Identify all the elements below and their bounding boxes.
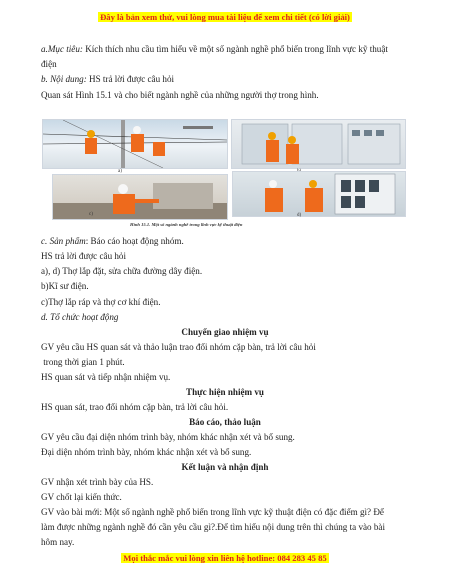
muc-tieu-label: a.Mục tiêu: [41,44,83,54]
body-line: HS quan sát, trao đổi nhóm cặp bàn, trả lời câu hỏi. [41,402,229,412]
hotline-banner-text: Mọi thắc mắc vui lòng xin liên hệ hotline: 084 283 45 85 [123,553,327,563]
body-line: Đại diện nhóm trình bày, nhóm khác nhận xét và bổ sung. [41,447,252,457]
body-line: làm được những ngành nghề đó cần yêu cầu gì?.Để tìm hiểu nội dung trên thì chúng ta vào bài [41,522,385,532]
san-pham-text: : Báo cáo hoạt động nhóm. [85,236,184,246]
preview-banner-text: Đây là bản xem thử, vui lòng mua tài liệu để xem chi tiết (có lời giải) [100,12,350,22]
heading-thuc-hien: Thực hiện nhiệm vụ [186,387,264,397]
body-line: GV vào bài mới: Một số ngành nghề phổ biến trong lĩnh vực kỹ thuật điện có đặc điểm gì? Để [41,507,384,517]
figure-caption: Hình 15.1. Một số ngành nghề trong lĩnh vực kỹ thuật điện [130,222,243,227]
san-pham-line [41,235,184,247]
to-chuc-heading: d. Tổ chức hoạt động [41,312,119,322]
answer-line: HS trả lời được câu hỏi [41,251,127,261]
preview-banner [0,12,450,22]
photo-c-assembler [52,174,228,220]
san-pham-label: c. Sản phẩm [41,236,86,246]
answer-line: c)Thợ lắp ráp và thợ cơ khí điện. [41,297,161,307]
label-d: d) [297,213,302,218]
body-line: GV nhận xét trình bày của HS. [41,477,154,487]
body-line: hôm nay. [41,537,75,547]
label-c: c) [89,212,93,217]
noi-dung-label: b. Nội dung: [41,74,87,84]
body-line: HS quan sát và tiếp nhận nhiệm vụ. [41,372,171,382]
heading-chuyen-giao: Chuyển giao nhiệm vụ [181,327,269,337]
noi-dung-line [41,73,174,85]
photo-b-engineers [231,119,406,169]
noi-dung-text: HS trả lời được câu hỏi [86,74,175,84]
answer-line: b)Kĩ sư điện. [41,281,89,291]
photo-d-meter-technicians [232,171,406,217]
body-line: GV chốt lại kiến thức. [41,492,122,502]
muc-tieu-line [41,43,388,55]
heading-ket-luan: Kết luận và nhận định [181,462,269,472]
muc-tieu-text: Kích thích nhu cầu tìm hiểu về một số ngành nghề phổ biến trong lĩnh vực kỹ thuật [82,44,388,54]
hotline-banner [0,553,450,563]
answer-line: a), d) Thợ lắp đặt, sửa chữa đường dây điện. [41,266,203,276]
heading-bao-cao: Báo cáo, thảo luận [189,417,261,427]
muc-tieu-line-2: điện [41,59,57,69]
body-line: GV yêu cầu đại diện nhóm trình bày, nhóm khác nhận xét và bổ sung. [41,432,295,442]
question-text: Quan sát Hình 15.1 và cho biết ngành nghề của những người thợ trong hình. [41,90,319,100]
body-line: trong thời gian 1 phút. [41,357,125,367]
body-line: GV yêu cầu HS quan sát và thảo luận trao đổi nhóm cặp bàn, trả lời câu hỏi [41,342,316,352]
photo-a-line-workers [42,119,228,169]
label-a: a) [118,169,122,174]
